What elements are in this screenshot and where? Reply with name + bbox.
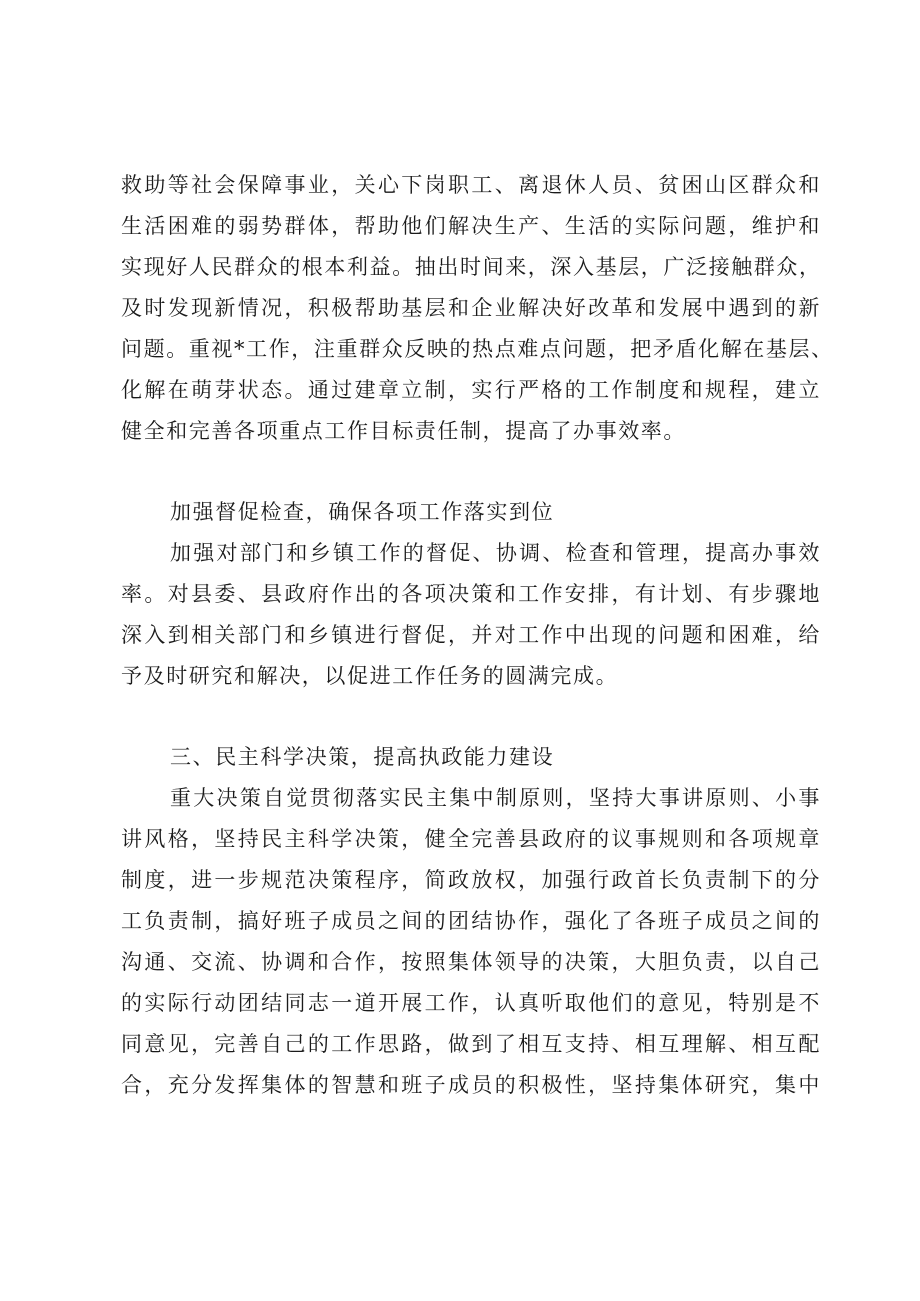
body-text-line: 问题。重视*工作，注重群众反映的热点难点问题，把矛盾化解在基层、 xyxy=(121,337,834,361)
body-text-line: 予及时研究和解决，以促进工作任务的圆满完成。 xyxy=(121,664,619,688)
body-text-line: 沟通、交流、协调和合作，按照集体领导的决策，大胆负责，以自己 xyxy=(121,950,821,974)
body-text-line: 加强对部门和乡镇工作的督促、协调、检查和管理，提高办事效 xyxy=(170,541,821,565)
body-text-line: 生活困难的弱势群体，帮助他们解决生产、生活的实际问题，维护和 xyxy=(121,214,821,238)
body-text-line: 重大决策自觉贯彻落实民主集中制原则，坚持大事讲原则、小事 xyxy=(170,786,821,810)
body-text-line: 率。对县委、县政府作出的各项决策和工作安排，有计划、有步骤地 xyxy=(121,582,821,606)
body-text-line: 工负责制，搞好班子成员之间的团结协作，强化了各班子成员之间的 xyxy=(121,909,821,933)
body-text-line: 深入到相关部门和乡镇进行督促，并对工作中出现的问题和困难，给 xyxy=(121,623,821,647)
body-text-line: 救助等社会保障事业，关心下岗职工、离退休人员、贫困山区群众和 xyxy=(121,173,821,197)
body-text-line: 化解在萌芽状态。通过建章立制，实行严格的工作制度和规程，建立 xyxy=(121,378,821,402)
section-heading: 加强督促检查，确保各项工作落实到位 xyxy=(170,500,555,524)
body-text-line: 的实际行动团结同志一道开展工作，认真听取他们的意见，特别是不 xyxy=(121,991,821,1015)
body-text-line: 制度，进一步规范决策程序，简政放权，加强行政首长负责制下的分 xyxy=(121,868,821,892)
body-text-line: 同意见，完善自己的工作思路，做到了相互支持、相互理解、相互配 xyxy=(121,1032,821,1056)
body-text-line: 合，充分发挥集体的智慧和班子成员的积极性，坚持集体研究，集中 xyxy=(121,1073,821,1097)
body-text-line: 及时发现新情况，积极帮助基层和企业解决好改革和发展中遇到的新 xyxy=(121,296,821,320)
body-text-line: 健全和完善各项重点工作目标责任制，提高了办事效率。 xyxy=(121,419,686,443)
body-text-line: 讲风格，坚持民主科学决策，健全完善县政府的议事规则和各项规章 xyxy=(121,827,821,851)
body-text-line: 实现好人民群众的根本利益。抽出时间来，深入基层，广泛接触群众， xyxy=(121,255,822,279)
section-heading: 三、民主科学决策，提高执政能力建设 xyxy=(170,745,555,769)
